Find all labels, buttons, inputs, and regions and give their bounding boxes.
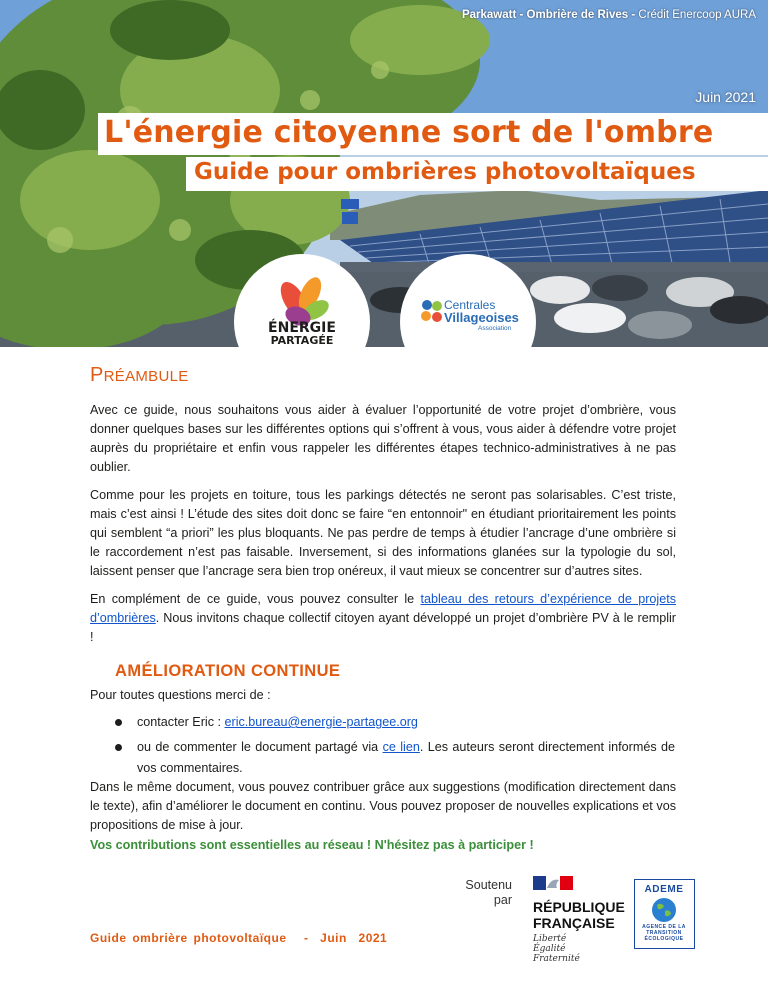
amelioration-paragraph: Dans le même document, vous pouvez contribuer grâce aux suggestions (modification directement dans le texte), afin d’améliorer le document en continu. Vous pouvez proposer de nouvelles explications et vos propositions de mise à jour. (90, 780, 676, 832)
preambule-paragraph-2: Comme pour les projets en toiture, tous les parkings détectés ne seront pas solarisables. C’est triste, mais c’est ainsi ! L’étude des sites doit donc se faire “en entonnoir" en étudiant prioritairement les points qui semblent “a priori” les plus bloquants. Ne pas perdre de temps à étudier l’ancrage d’une ombrière si le raccordement n’est pas faisable. Inversement, si des informations glanées sur la typologie du sol, laissent penser que l’ancrage sera bien trop onéreux, il vaut mieux se concentrer sur d’autres sites. (90, 488, 676, 578)
amelioration-heading: AMÉLIORATION CONTINUE (115, 662, 341, 680)
page-subtitle: Guide pour ombrières photovoltaïques (194, 159, 696, 185)
contributions-callout: Vos contributions sont essentielles au réseau ! N'hésitez pas à participer ! (90, 838, 534, 852)
contact-email-link[interactable]: eric.bureau@energie-partagee.org (224, 715, 418, 729)
title-banner (98, 113, 768, 155)
centrales-villageoises-logo: Centrales Villageoises Association (400, 254, 536, 390)
list-item: contacter Eric : eric.bureau@energie-partagee.org (115, 712, 675, 733)
preambule-paragraph-1: Avec ce guide, nous souhaitons vous aider à évaluer l’opportunité de votre projet d’ombrière, vous donner quelques bases sur les différentes options qui s’offrent à vous, vous aider à défendre votre projet auprès du propriétaire et enfin vous rappeler les différentes étapes technico-administratives à ne pas oublier. (90, 403, 676, 474)
footer-guide-title: Guide ombrière photovoltaïque - Juin 2021 (90, 931, 388, 945)
preambule-paragraph-3: En complément de ce guide, vous pouvez consulter le tableau des retours d’expérience de projets d’ombrières. Nous invitons chaque collectif citoyen ayant développé un projet d’ombrière PV à le remplir ! (90, 592, 676, 644)
amelioration-intro: Pour toutes questions merci de : (90, 688, 271, 702)
centrales-villageoises-emblem-icon (417, 296, 447, 326)
preambule-section (90, 401, 676, 647)
supported-by-label: Soutenu par (465, 878, 512, 907)
energie-partagee-logo: ÉNERGIE PARTAGÉE (234, 254, 370, 390)
shared-document-link[interactable]: ce lien (382, 740, 420, 754)
preambule-heading: PRÉAMBULE (90, 364, 189, 386)
globe-icon (651, 897, 677, 923)
ademe-logo: ADEME AGENCE DE LA TRANSITION ÉCOLOGIQUE (634, 879, 695, 949)
publication-date: Juin 2021 (695, 89, 756, 105)
marianne-icon (533, 876, 573, 890)
list-item: ou de commenter le document partagé via ce lien. Les auteurs seront directement informés de vos commentaires. (115, 737, 675, 779)
cover-photo (0, 0, 768, 347)
feedback-table-link[interactable]: tableau des retours d’expérience de projets d’ombrières (90, 592, 676, 625)
subtitle-banner (186, 157, 768, 191)
contact-list (115, 712, 675, 779)
photo-credit: Parkawatt - Ombrière de Rives - Crédit Enercoop AURA (461, 9, 756, 21)
republique-francaise-logo: RÉPUBLIQUE FRANÇAISE Liberté Égalité Fraternité (533, 876, 633, 964)
page-title: L'énergie citoyenne sort de l'ombre (104, 115, 714, 150)
